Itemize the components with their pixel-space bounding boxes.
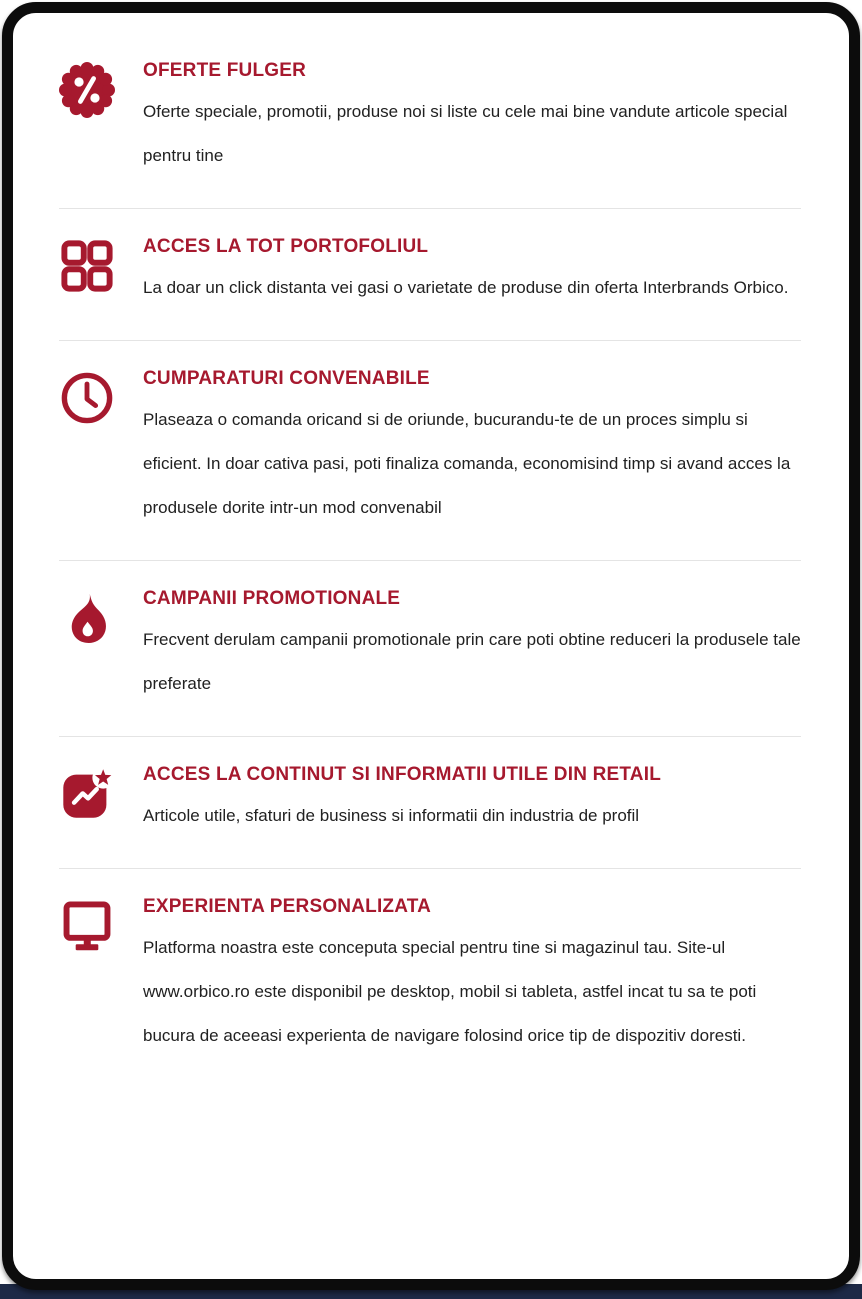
feature-section-experienta-personalizata (59, 869, 801, 1088)
feature-description: Oferte speciale, promotii, produse noi si liste cu cele mai bine vandute articole special pentru tine (143, 102, 788, 165)
discount-badge-icon (59, 60, 119, 118)
monitor-icon (59, 896, 119, 954)
feature-title: OFERTE FULGER (143, 60, 307, 81)
feature-section-acces-la-tot-portofoliul (59, 209, 801, 341)
feature-section-oferte-fulger (59, 33, 801, 209)
feature-description: La doar un click distanta vei gasi o varietate de produse din oferta Interbrands Orbico. (143, 278, 789, 297)
feature-section-cumparaturi-convenabile (59, 341, 801, 561)
feature-title: ACCES LA TOT PORTOFOLIUL (143, 236, 429, 257)
feature-description: Frecvent derulam campanii promotionale prin care poti obtine reduceri la produsele tale preferate (143, 630, 801, 693)
feature-title: EXPERIENTA PERSONALIZATA (143, 896, 432, 917)
features-card (2, 2, 860, 1290)
flame-icon (59, 588, 119, 646)
feature-description: Articole utile, sfaturi de business si informatii din industria de profil (143, 806, 640, 825)
features-list (13, 13, 849, 1088)
trending-chart-icon (59, 764, 119, 822)
feature-title: CUMPARATURI CONVENABILE (143, 368, 430, 389)
feature-section-campanii-promotionale (59, 561, 801, 737)
feature-section-acces-la-continut (59, 737, 801, 869)
grid-icon (59, 236, 119, 294)
clock-icon (59, 368, 119, 426)
feature-title: ACCES LA CONTINUT SI INFORMATII UTILE DIN RETAIL (143, 764, 661, 785)
feature-description: Platforma noastra este conceputa special pentru tine si magazinul tau. Site-ul www.orbico.ro este disponibil pe desktop, mobil si tableta, astfel incat tu sa te poti bucura de aceeasi experienta de navigare folosind orice tip de dispozitiv doresti. (143, 938, 757, 1045)
feature-title: CAMPANII PROMOTIONALE (143, 588, 401, 609)
feature-description: Plaseaza o comanda oricand si de oriunde, bucurandu-te de un proces simplu si eficient. In doar cativa pasi, poti finaliza comanda, economisind timp si avand acces la produsele dorite intr-un mod convenabil (143, 410, 791, 517)
